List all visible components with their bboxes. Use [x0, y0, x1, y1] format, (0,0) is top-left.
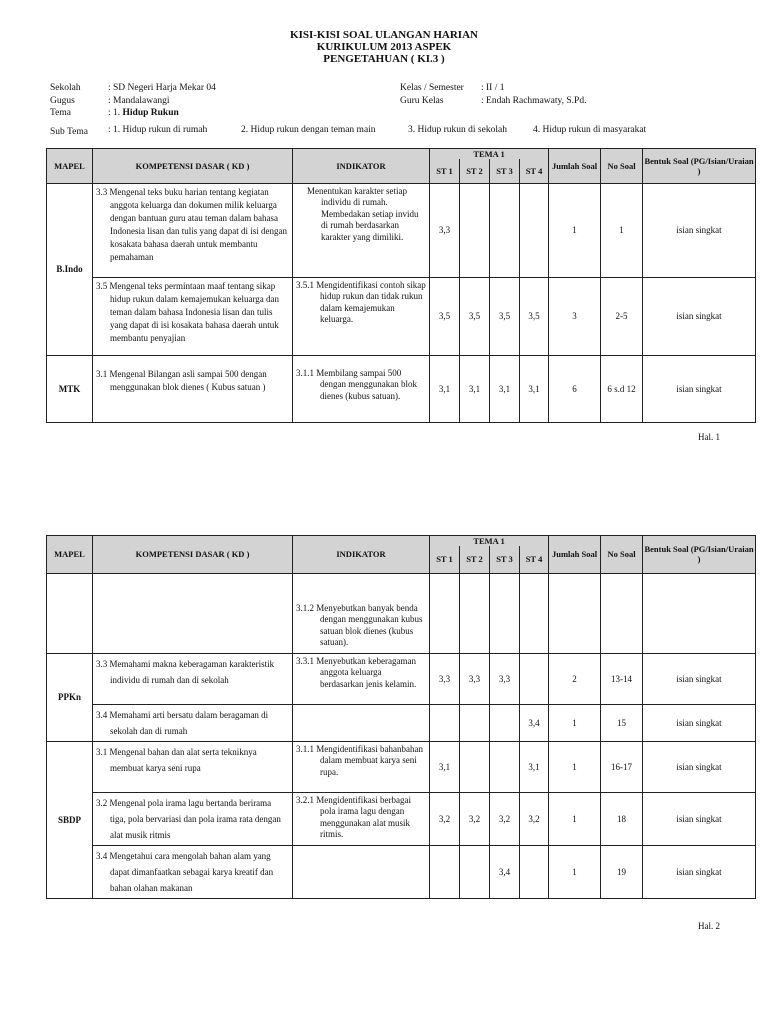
- no-cell: 19: [601, 845, 643, 898]
- table-row: [47, 277, 756, 355]
- kd-cell: [93, 355, 293, 422]
- st1-cell: [430, 704, 460, 741]
- st4-cell: [520, 183, 549, 277]
- st3-cell: [490, 573, 520, 653]
- header-st4: ST 4: [520, 546, 549, 573]
- header-st4: ST 4: [520, 159, 549, 183]
- jumlah-cell: 3: [549, 277, 601, 355]
- header-indikator: INDIKATOR: [293, 536, 430, 574]
- header-jumlah: Jumlah Soal: [549, 149, 601, 184]
- jumlah-cell: [549, 573, 601, 653]
- kd-cell: [93, 845, 293, 898]
- header-tema: TEMA 1: [430, 536, 549, 547]
- st2-cell: 3,2: [460, 792, 490, 845]
- kd-text: 3.3 Memahami makna keberagaman karakteristik individu di rumah dan di sekolah: [96, 658, 275, 685]
- indikator-text: 3.1.1 Mengidentifikasi bahanbahan dalam membuat karya seni rupa.: [296, 743, 423, 777]
- meta-tema-value: [108, 107, 179, 119]
- meta-tema-prefix: : 1.: [108, 108, 123, 118]
- subtema-item-3: 3. Hidup rukun di sekolah: [408, 125, 507, 135]
- table-row: [47, 741, 756, 792]
- header-st1: ST 1: [430, 546, 460, 573]
- header-bentuk: Bentuk Soal (PG/Isian/Uraian ): [643, 536, 756, 574]
- st2-cell: 3,5: [460, 277, 490, 355]
- jumlah-cell: 6: [549, 355, 601, 422]
- bentuk-cell: [643, 573, 756, 653]
- table-row: [47, 845, 756, 898]
- jumlah-cell: 1: [549, 845, 601, 898]
- indikator-text: 3.1.1 Membilang sampai 500 dengan menggunakan blok dienes (kubus satuan).: [296, 367, 417, 401]
- no-cell: 16-17: [601, 741, 643, 792]
- mapel-cell: SBDP: [47, 741, 93, 898]
- header-st2: ST 2: [460, 159, 490, 183]
- indikator-text: 3.5.1 Mengidentifikasi contoh sikap hidup rukun dan tidak rukun dalam kemajemukan keluarga.: [296, 279, 426, 324]
- st4-cell: 3,1: [520, 741, 549, 792]
- header-kd: KOMPETENSI DASAR ( KD ): [93, 149, 293, 184]
- indikator-cell: [293, 355, 430, 422]
- header-mapel: MAPEL: [47, 149, 93, 184]
- header-no: No Soal: [601, 149, 643, 184]
- indikator-text: Menentukan karakter setiap individu di rumah. Membedakan setiap invidu di rumah berdasarkan karakter yang dimiliki.: [307, 185, 419, 242]
- indikator-cell: [293, 792, 430, 845]
- no-cell: 15: [601, 704, 643, 741]
- table-row: [47, 653, 756, 704]
- subtema-item-2: 2. Hidup rukun dengan teman main: [241, 125, 376, 135]
- no-cell: 13-14: [601, 653, 643, 704]
- jumlah-cell: 1: [549, 741, 601, 792]
- bentuk-cell: isian singkat: [643, 704, 756, 741]
- table-row: [47, 355, 756, 422]
- header-jumlah: Jumlah Soal: [549, 536, 601, 574]
- header-kd: KOMPETENSI DASAR ( KD ): [93, 536, 293, 574]
- st4-cell: [520, 653, 549, 704]
- meta-guru-label: Guru Kelas: [400, 96, 444, 106]
- jumlah-cell: 1: [549, 704, 601, 741]
- st1-cell: 3,1: [430, 355, 460, 422]
- indikator-cell: [293, 183, 430, 277]
- header-st2: ST 2: [460, 546, 490, 573]
- st3-cell: 3,4: [490, 845, 520, 898]
- table-row: [47, 573, 756, 653]
- kisi-table-1: [46, 148, 756, 423]
- indikator-cell: [293, 704, 430, 741]
- jumlah-cell: 2: [549, 653, 601, 704]
- indikator-cell: [293, 277, 430, 355]
- st1-cell: [430, 845, 460, 898]
- st4-cell: 3,4: [520, 704, 549, 741]
- meta-kelas-value: : II / 1: [481, 83, 505, 93]
- st3-cell: 3,2: [490, 792, 520, 845]
- mapel-cell: B.Indo: [47, 183, 93, 355]
- bentuk-cell: isian singkat: [643, 741, 756, 792]
- st1-cell: 3,3: [430, 653, 460, 704]
- no-cell: 1: [601, 183, 643, 277]
- no-cell: 6 s.d 12: [601, 355, 643, 422]
- kd-cell: [93, 704, 293, 741]
- st4-cell: 3,2: [520, 792, 549, 845]
- no-cell: [601, 573, 643, 653]
- header-mapel: MAPEL: [47, 536, 93, 574]
- bentuk-cell: isian singkat: [643, 792, 756, 845]
- st3-cell: [490, 704, 520, 741]
- doc-title-line-1: KISI-KISI SOAL ULANGAN HARIAN: [290, 29, 478, 41]
- mapel-cell: [47, 573, 93, 653]
- kd-cell: [93, 573, 293, 653]
- bentuk-cell: isian singkat: [643, 277, 756, 355]
- kd-text: 3.4 Memahami arti bersatu dalam beragaman di sekolah dan di rumah: [96, 709, 269, 736]
- table-row: [47, 792, 756, 845]
- document-page-1: [0, 0, 768, 470]
- subtema-item-4: 4. Hidup rukun di masyarakat: [533, 125, 647, 135]
- page-number-1: Hal. 1: [698, 432, 720, 442]
- st3-cell: 3,1: [490, 355, 520, 422]
- mapel-cell: MTK: [47, 355, 93, 422]
- st2-cell: [460, 704, 490, 741]
- st2-cell: [460, 741, 490, 792]
- meta-tema-bold: Hidup Rukun: [122, 108, 179, 118]
- indikator-cell: [293, 845, 430, 898]
- st2-cell: [460, 845, 490, 898]
- bentuk-cell: isian singkat: [643, 183, 756, 277]
- kd-cell: [93, 741, 293, 792]
- st4-cell: 3,1: [520, 355, 549, 422]
- st2-cell: [460, 573, 490, 653]
- no-cell: 18: [601, 792, 643, 845]
- meta-guru-value: : Endah Rachmawaty, S.Pd.: [481, 96, 587, 106]
- st1-cell: 3,5: [430, 277, 460, 355]
- page-number-2: Hal. 2: [698, 921, 720, 931]
- bentuk-cell: isian singkat: [643, 653, 756, 704]
- st1-cell: 3,1: [430, 741, 460, 792]
- document-page-2: [0, 470, 768, 1024]
- st3-cell: 3,3: [490, 653, 520, 704]
- st3-cell: [490, 183, 520, 277]
- kd-cell: [93, 183, 293, 277]
- kd-text: 3.4 Mengetahui cara mengolah bahan alam yang dapat dimanfaatkan sebagai karya kreatif dan bahan olahan makanan: [96, 850, 274, 893]
- kd-text: 3.1 Mengenal Bilangan asli sampai 500 dengan menggunakan blok dienes ( Kubus satuan ): [96, 368, 267, 392]
- header-indikator: INDIKATOR: [293, 149, 430, 184]
- meta-sekolah-label: Sekolah: [50, 83, 81, 93]
- doc-title-line-2: KURIKULUM 2013 ASPEK: [316, 41, 452, 53]
- st1-cell: 3,3: [430, 183, 460, 277]
- meta-sekolah-value: : SD Negeri Harja Mekar 04: [108, 83, 216, 93]
- kd-text: 3.2 Mengenal pola irama lagu bertanda berirama tiga, pola bervariasi dan pola irama rata dengan alat musik ritmis: [96, 797, 281, 840]
- header-st1: ST 1: [430, 159, 460, 183]
- header-tema: TEMA 1: [430, 149, 549, 160]
- indikator-text: 3.2.1 Mengidentifikasi berbagai pola irama lagu dengan menggunakan alat musik ritmis.: [296, 794, 411, 839]
- meta-gugus-label: Gugus: [50, 96, 75, 106]
- indikator-cell: [293, 653, 430, 704]
- subtema-item-1: : 1. Hidup rukun di rumah: [108, 125, 208, 135]
- kd-cell: [93, 792, 293, 845]
- kd-cell: [93, 277, 293, 355]
- indikator-text: 3.1.2 Menyebutkan banyak benda dengan menggunakan kubus satuan blok dienes (kubus satuan).: [296, 602, 423, 647]
- subtema-label: Sub Tema: [50, 127, 88, 137]
- st3-cell: 3,5: [490, 277, 520, 355]
- st2-cell: [460, 183, 490, 277]
- bentuk-cell: isian singkat: [643, 355, 756, 422]
- no-cell: 2-5: [601, 277, 643, 355]
- st3-cell: [490, 741, 520, 792]
- mapel-cell: PPKn: [47, 653, 93, 741]
- indikator-cell: [293, 741, 430, 792]
- indikator-cell: [293, 573, 430, 653]
- table-row: [47, 183, 756, 277]
- st4-cell: 3,5: [520, 277, 549, 355]
- jumlah-cell: 1: [549, 792, 601, 845]
- st2-cell: 3,1: [460, 355, 490, 422]
- header-bentuk: Bentuk Soal (PG/Isian/Uraian ): [643, 149, 756, 184]
- kd-text: 3.5 Mengenal teks permintaan maaf tentang sikap hidup rukun dalam kemajemukan keluarga dan teman dalam bahasa Indonesia lisan dan tulis yang dapat di isi kosakata bahasa daerah untuk membantu penyajian: [96, 280, 280, 343]
- header-st3: ST 3: [490, 546, 520, 573]
- st1-cell: [430, 573, 460, 653]
- st4-cell: [520, 845, 549, 898]
- kd-text: 3.1 Mengenal bahan dan alat serta tekniknya membuat karya seni rupa: [96, 746, 257, 773]
- indikator-text: 3.3.1 Menyebutkan keberagaman anggota keluarga berdasarkan jenis kelamin.: [296, 655, 417, 689]
- table-row: [47, 704, 756, 741]
- kisi-table-2: [46, 535, 756, 899]
- kd-cell: [93, 653, 293, 704]
- st1-cell: 3,2: [430, 792, 460, 845]
- meta-gugus-value: : Mandalawangi: [108, 96, 170, 106]
- st4-cell: [520, 573, 549, 653]
- header-st3: ST 3: [490, 159, 520, 183]
- st2-cell: 3,3: [460, 653, 490, 704]
- kd-text: 3.3 Mengenal teks buku harian tentang kegiatan anggota keluarga dan dokumen milik keluarga dengan bantuan guru atau teman dalam bahasa Indonesia lisan dan tulis yang dapat di isi dengan kosakata bahasa daerah untuk membantu pemahaman: [96, 186, 287, 262]
- doc-title-line-3: PENGETAHUAN ( KI.3 ): [323, 53, 445, 65]
- header-no: No Soal: [601, 536, 643, 574]
- meta-tema-label: Tema: [50, 108, 71, 118]
- bentuk-cell: isian singkat: [643, 845, 756, 898]
- meta-kelas-label: Kelas / Semester: [400, 83, 464, 93]
- jumlah-cell: 1: [549, 183, 601, 277]
